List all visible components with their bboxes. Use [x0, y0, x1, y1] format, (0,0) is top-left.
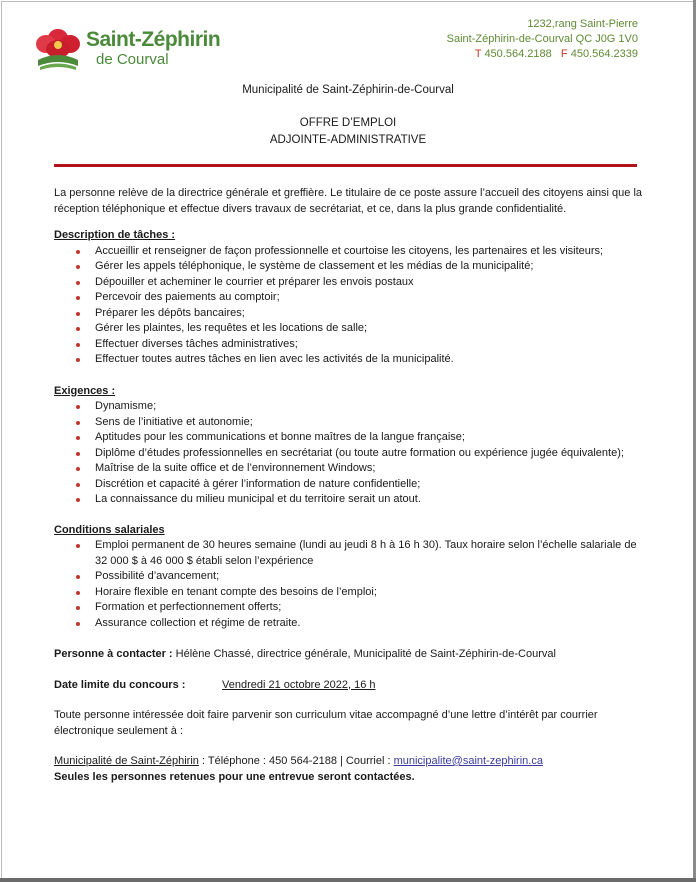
- address-phones: [447, 47, 638, 62]
- deadline-label: Date limite du concours :: [54, 678, 186, 691]
- fax-label: F: [560, 48, 568, 60]
- list-item: Formation et perfectionnement offerts;: [54, 600, 644, 616]
- list-item: Emploi permanent de 30 heures semaine (lundi au jeudi 8 h à 16 h 30). Taux horaire selon l’échelle salariale de 32 000 $ à 46 000 $ établi selon l’expérience: [54, 538, 644, 569]
- municipality-logo: [34, 24, 234, 74]
- deadline-line: [54, 678, 644, 694]
- list-item: Gérer les plaintes, les requêtes et les locations de salle;: [54, 321, 644, 337]
- list-item: Effectuer diverses tâches administratives;: [54, 337, 644, 353]
- list-item: Dynamisme;: [54, 399, 644, 415]
- list-item: Préparer les dépôts bancaires;: [54, 306, 644, 322]
- footer-contact-line: [54, 754, 644, 770]
- contact-value: Hélène Chassé, directrice générale, Municipalité de Saint-Zéphirin-de-Courval: [175, 648, 556, 660]
- conditions-list: [54, 538, 644, 631]
- apply-paragraph: Toute personne intéressée doit faire parvenir son curriculum vitae accompagné d’une lettre d’intérêt par courrier électronique seulement à :: [54, 709, 598, 737]
- list-item: Maîtrise de la suite office et de l’environnement Windows;: [54, 461, 644, 477]
- deadline-value: Vendredi 21 octobre 2022, 16 h: [222, 678, 376, 691]
- contact-label: Personne à contacter :: [54, 648, 173, 660]
- flower-logo-icon: [34, 24, 82, 72]
- position-title: ADJOINTE-ADMINISTRATIVE: [269, 134, 427, 146]
- document-body: [54, 186, 644, 785]
- footer-phone-text: : Téléphone : 450 564-2188 | Courriel :: [198, 755, 394, 767]
- logo-name-line1: Saint-Zéphirin: [86, 28, 221, 51]
- address-city: Saint-Zéphirin-de-Courval QC J0G 1V0: [446, 33, 638, 45]
- tasks-heading: Description de tâches :: [54, 229, 176, 241]
- conditions-heading: Conditions salariales: [54, 523, 165, 536]
- list-item: Diplôme d’études professionnelles en secrétariat (ou toute autre formation ou expérience jugée équivalente);: [54, 446, 644, 462]
- logo-name-line2: de Courval: [96, 51, 169, 68]
- list-item: Dépouiller et acheminer le courrier et préparer les envois postaux: [54, 275, 644, 291]
- list-item: Discrétion et capacité à gérer l’information de nature confidentielle;: [54, 477, 644, 493]
- requirements-heading: Exigences :: [54, 384, 116, 397]
- email-link[interactable]: municipalite@saint-zephirin.ca: [393, 755, 543, 767]
- address-block: [447, 17, 638, 62]
- list-item: Aptitudes pour les communications et bonne maîtres de la langue française;: [54, 430, 644, 446]
- list-item: Assurance collection et régime de retraite.: [54, 616, 644, 632]
- tasks-list: [54, 244, 644, 368]
- footer-org-name: Municipalité de Saint-Zéphirin: [54, 755, 199, 767]
- intro-paragraph: La personne relève de la directrice générale et greffière. Le titulaire de ce poste assure l’accueil des citoyens ainsi que la réception téléphonique et effectue divers travaux de secrétariat, et ce, dans la plus grande confidentialité.: [54, 187, 643, 215]
- list-item: Horaire flexible en tenant compte des besoins de l’emploi;: [54, 585, 644, 601]
- list-item: Effectuer toutes autres tâches en lien avec les activités de la municipalité.: [54, 352, 644, 368]
- requirements-list: [54, 399, 644, 508]
- contact-line: [54, 647, 644, 663]
- list-item: Sens de l’initiative et autonomie;: [54, 415, 644, 431]
- page-edge-bottom: [0, 878, 696, 882]
- list-item: Accueillir et renseigner de façon professionnelle et courtoise les citoyens, les partenaires et les visiteurs;: [54, 244, 644, 260]
- offer-title: OFFRE D’EMPLOI: [299, 117, 397, 129]
- header-divider: [54, 164, 637, 167]
- footer-note: Seules les personnes retenues pour une entrevue seront contactées.: [54, 770, 415, 783]
- address-street: 1232,rang Saint-Pierre: [527, 18, 638, 30]
- list-item: Possibilité d’avancement;: [54, 569, 644, 585]
- list-item: Percevoir des paiements au comptoir;: [54, 290, 644, 306]
- fax-number: 450.564.2339: [570, 48, 638, 60]
- municipality-title: Municipalité de Saint-Zéphirin-de-Courval: [242, 84, 454, 96]
- tel-label: T: [474, 48, 482, 60]
- list-item: Gérer les appels téléphonique, le système de classement et les médias de la municipalité;: [54, 259, 644, 275]
- tel-number: 450.564.2188: [484, 48, 552, 60]
- list-item: La connaissance du milieu municipal et du territoire serait un atout.: [54, 492, 644, 508]
